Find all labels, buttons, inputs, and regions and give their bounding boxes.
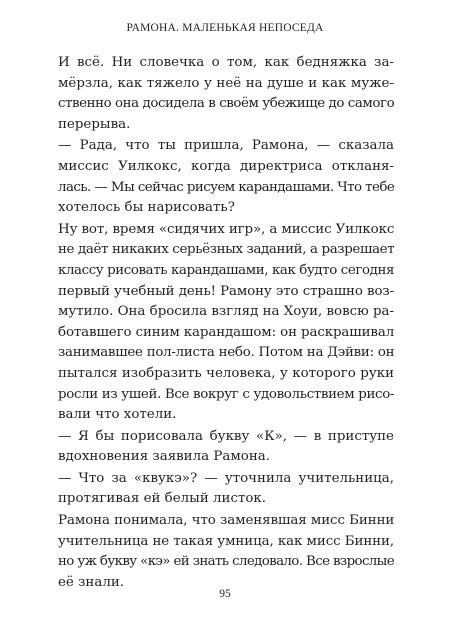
- paragraph: [58, 53, 394, 135]
- text-line: первый учебный день! Рамону это страшно воз-: [58, 283, 394, 299]
- text-line: миссис Уилкокс, когда директриса откланя-: [58, 158, 394, 174]
- text-line: занимавшее пол-листа небо. Потом на Дэйви: он: [58, 345, 395, 361]
- body-text: [58, 53, 394, 593]
- paragraph: [58, 220, 394, 426]
- text-line: но уж букву «кэ» ей знать следовало. Все взрослые: [58, 554, 394, 570]
- text-line: лась. — Мы сейчас рисуем карандашами. Что тебе: [58, 179, 395, 195]
- paragraph: [58, 136, 394, 218]
- text-line: — Что за «квукэ»? — уточнила учительница,: [58, 470, 394, 486]
- text-line: учительница не такая умница, как мисс Бинни,: [58, 533, 394, 549]
- text-line: — Я бы порисовала букву «К», — в приступе: [58, 428, 394, 444]
- text-line: ботавшего синим карандашом: он раскрашивал: [58, 324, 395, 340]
- paragraph: [58, 511, 394, 593]
- text-line: её знали.: [58, 574, 125, 590]
- text-line: И всё. Ни словечка о том, как бедняжка за-: [58, 55, 394, 70]
- text-line: — Рада, что ты пришла, Рамона, — сказала: [58, 138, 394, 154]
- text-line: Рамона понимала, что заменявшая мисс Бинни: [58, 513, 395, 529]
- text-line: вали что хотели.: [58, 407, 177, 423]
- running-header: РАМОНА. МАЛЕНЬКАЯ НЕПОСЕДА: [126, 22, 324, 34]
- paragraph: [58, 469, 394, 510]
- text-line: вдохновения заявила Рамона.: [58, 449, 270, 465]
- text-line: мёрзла, как тяжело у неё на душе и как муже-: [58, 75, 394, 91]
- text-line: росли из ушей. Все вокруг с удовольствием рисо-: [58, 386, 395, 402]
- text-line: пытался изобразить человека, у которого руки: [58, 365, 394, 381]
- text-line: мутило. Она бросила взгляд на Хоуи, вовсю ра-: [58, 304, 394, 320]
- text-line: ственно она досидела в своём убежище до самого: [58, 96, 395, 112]
- text-line: Ну вот, время «сидячих игр», а миссис Уилкокс: [58, 221, 395, 237]
- text-line: протягивая ей белый листок.: [58, 491, 267, 507]
- text-line: классу рисовать карандашами, как будто сегодня: [58, 262, 394, 278]
- page-number: 95: [219, 588, 231, 600]
- text-line: не даёт никаких серьёзных заданий, а разрешает: [58, 242, 395, 258]
- text-line: хотелось бы нарисовать?: [58, 200, 235, 216]
- text-line: перерыва.: [58, 116, 131, 132]
- paragraph: [58, 427, 394, 468]
